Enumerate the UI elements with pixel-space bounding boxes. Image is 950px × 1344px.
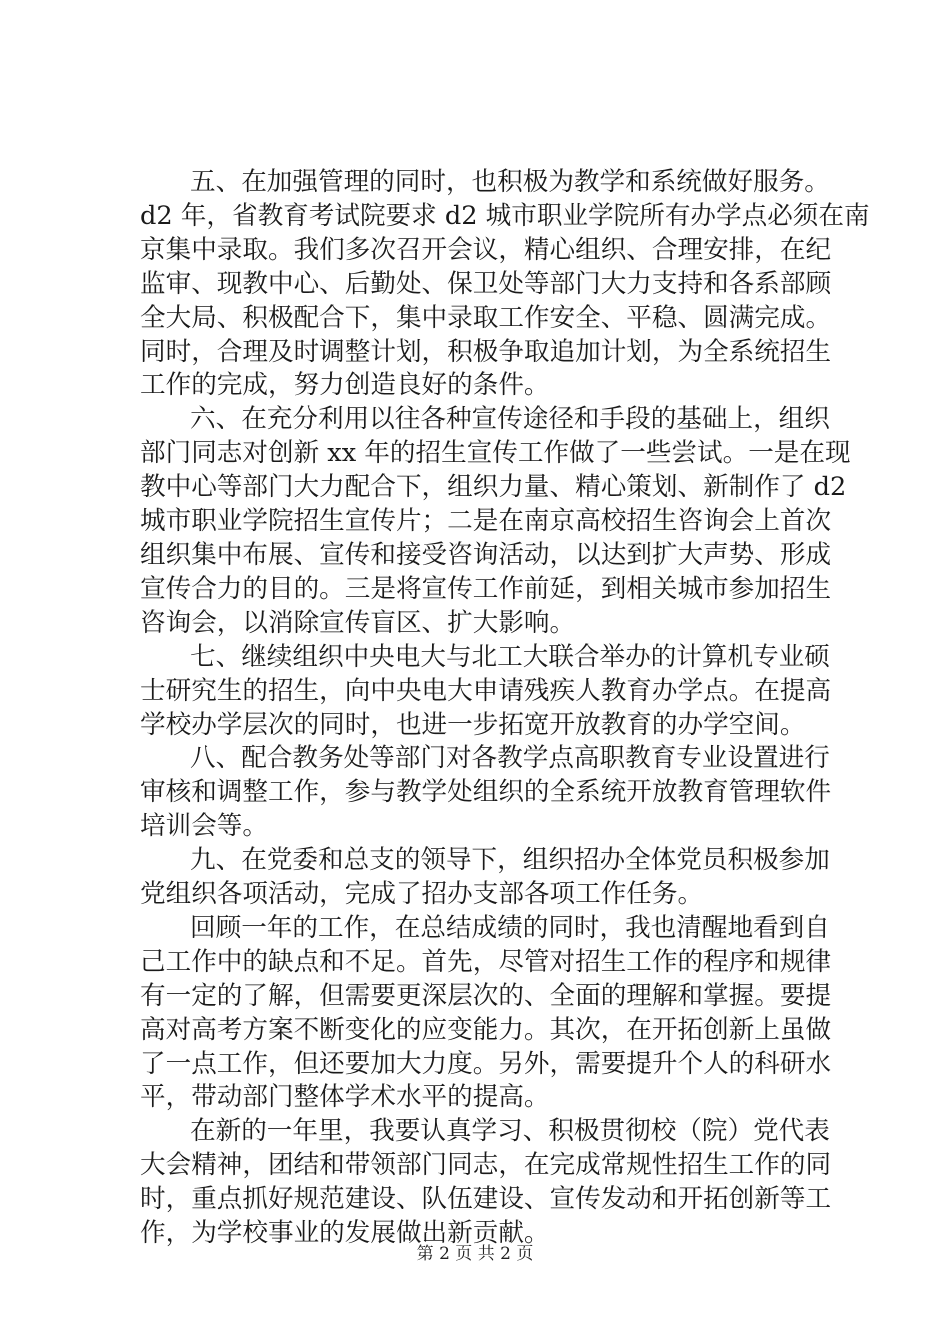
paragraph-line: d2 年，省教育考试院要求 d2 城市职业学院所有办学点必须在南 bbox=[140, 200, 870, 231]
paragraph-line: 教中心等部门大力配合下，组织力量、精心策划、新制作了 d2 bbox=[140, 472, 847, 503]
paragraph-line: 部门同志对创新 xx 年的招生宣传工作做了一些尝试。一是在现 bbox=[140, 438, 851, 469]
paragraph-line: 七、继续组织中央电大与北工大联合举办的计算机专业硕 bbox=[190, 641, 830, 672]
paragraph-line: 平，带动部门整体学术水平的提高。 bbox=[140, 1082, 550, 1113]
paragraph-line: 工作的完成，努力创造良好的条件。 bbox=[140, 370, 550, 401]
paragraph-9 bbox=[140, 844, 840, 912]
paragraph-line: 在新的一年里，我要认真学习、积极贯彻校（院）党代表 bbox=[190, 1116, 830, 1147]
paragraph-line: 同时，合理及时调整计划，积极争取追加计划，为全系统招生 bbox=[140, 336, 832, 367]
paragraph-5 bbox=[140, 166, 870, 403]
paragraph-line: 学校办学层次的同时，也进一步拓宽开放教育的办学空间。 bbox=[140, 709, 806, 740]
paragraph-line: 党组织各项活动，完成了招办支部各项工作任务。 bbox=[140, 879, 704, 910]
paragraph-6 bbox=[140, 403, 851, 640]
paragraph-line: 京集中录取。我们多次召开会议，精心组织、合理安排，在纪 bbox=[140, 234, 832, 265]
paragraph-line: 组织集中布展、宣传和接受咨询活动，以达到扩大声势、形成 bbox=[140, 539, 832, 570]
paragraph-line: 回顾一年的工作，在总结成绩的同时，我也清醒地看到自 bbox=[190, 912, 830, 943]
paragraph-line: 八、配合教务处等部门对各教学点高职教育专业设置进行 bbox=[190, 743, 830, 774]
paragraph-line: 审核和调整工作，参与教学处组织的全系统开放教育管理软件 bbox=[140, 777, 832, 808]
paragraph-line: 作，为学校事业的发展做出新贡献。 bbox=[140, 1218, 550, 1249]
paragraph-8 bbox=[140, 742, 840, 844]
paragraph-line: 大会精神，团结和带领部门同志，在完成常规性招生工作的同 bbox=[140, 1150, 832, 1181]
paragraph-line: 监审、现教中心、后勤处、保卫处等部门大力支持和各系部顾 bbox=[140, 268, 832, 299]
paragraph-line: 士研究生的招生，向中央电大申请残疾人教育办学点。在提高 bbox=[140, 675, 832, 706]
paragraph-new-year bbox=[140, 1115, 840, 1251]
paragraph-line: 九、在党委和总支的领导下，组织招办全体党员积极参加 bbox=[190, 845, 830, 876]
paragraph-line: 了一点工作，但还要加大力度。另外，需要提升个人的科研水 bbox=[140, 1048, 832, 1079]
paragraph-line: 五、在加强管理的同时，也积极为教学和系统做好服务。 bbox=[190, 167, 830, 197]
paragraph-review bbox=[140, 912, 840, 1115]
paragraph-line: 六、在充分利用以往各种宣传途径和手段的基础上，组织 bbox=[190, 404, 830, 435]
paragraph-line: 宣传合力的目的。三是将宣传工作前延，到相关城市参加招生 bbox=[140, 573, 832, 604]
paragraph-line: 有一定的了解，但需要更深层次的、全面的理解和掌握。要提 bbox=[140, 980, 832, 1011]
paragraph-line: 高对高考方案不断变化的应变能力。其次，在开拓创新上虽做 bbox=[140, 1014, 832, 1045]
paragraph-line: 时，重点抓好规范建设、队伍建设、宣传发动和开拓创新等工 bbox=[140, 1184, 832, 1215]
paragraph-line: 培训会等。 bbox=[140, 811, 268, 842]
paragraph-line: 咨询会，以消除宣传盲区、扩大影响。 bbox=[140, 607, 576, 638]
page-number-footer: 第 2 页 共 2 页 bbox=[416, 1244, 534, 1264]
paragraph-line: 全大局、积极配合下，集中录取工作安全、平稳、圆满完成。 bbox=[140, 302, 832, 333]
paragraph-line: 己工作中的缺点和不足。首先，尽管对招生工作的程序和规律 bbox=[140, 946, 832, 977]
document-body bbox=[140, 166, 870, 1251]
paragraph-line: 城市职业学院招生宣传片；二是在南京高校招生咨询会上首次 bbox=[140, 506, 832, 537]
paragraph-7 bbox=[140, 641, 840, 743]
